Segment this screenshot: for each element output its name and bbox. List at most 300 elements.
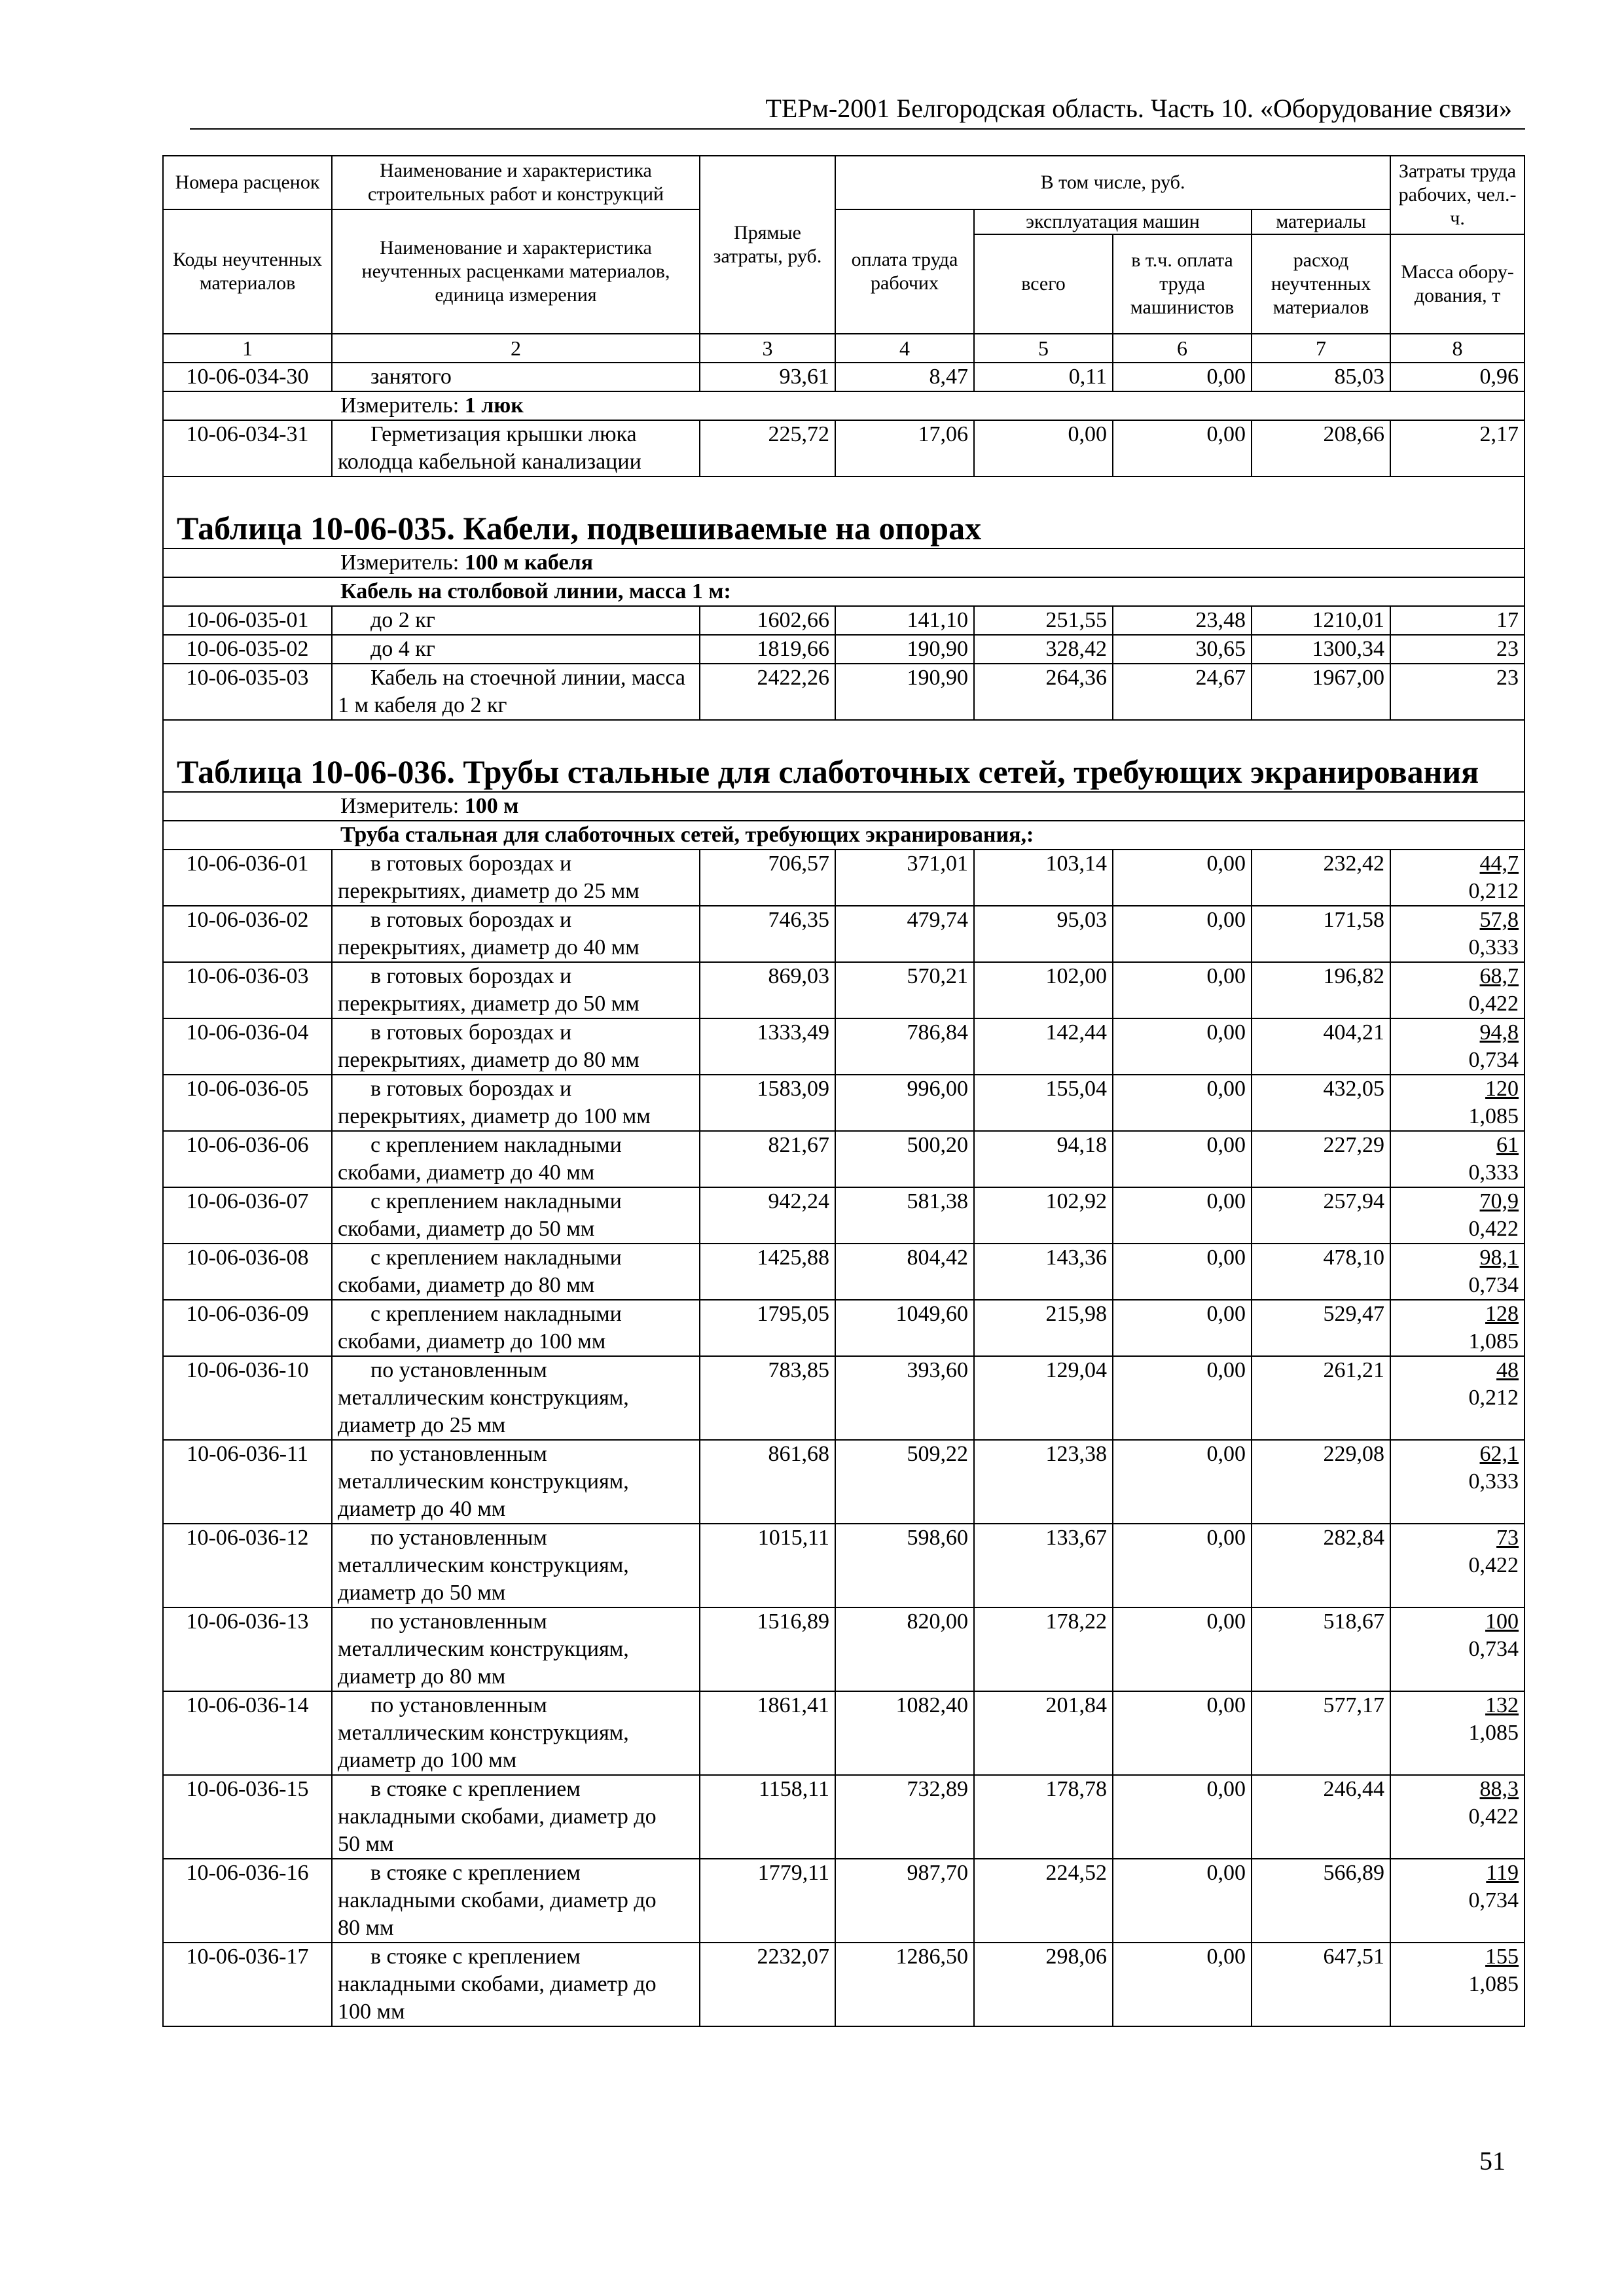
rate-row: [163, 606, 1525, 635]
rate-hours-mass: [1390, 1300, 1525, 1356]
rate-materials: 404,21: [1252, 1018, 1390, 1075]
rate-hours-mass: [1390, 1187, 1525, 1244]
col-incl-group-header: В том числе, руб.: [835, 156, 1390, 209]
measure-cell: [163, 391, 1525, 420]
rate-labor-hours: 120: [1485, 1077, 1519, 1101]
rate-equipment-mass: 0,734: [1468, 1888, 1519, 1912]
rate-equipment-mass: 0,212: [1468, 879, 1519, 903]
rate-mach-total: 102,00: [974, 962, 1113, 1018]
rate-hours-mass: [1390, 1356, 1525, 1440]
rate-equipment-mass: 0,734: [1468, 1273, 1519, 1297]
rate-labor: 786,84: [835, 1018, 974, 1075]
rate-direct: 1158,11: [700, 1775, 835, 1859]
measure-value: 100 м: [464, 794, 519, 818]
rate-mach-total: 328,42: [974, 635, 1113, 664]
rate-description-line: перекрытиях, диаметр до 80 мм: [338, 1048, 640, 1072]
rate-labor: 141,10: [835, 606, 974, 635]
rate-materials: 85,03: [1252, 363, 1390, 391]
rate-description-line: по установленным: [370, 1442, 547, 1466]
rate-labor-hours: 68,7: [1479, 964, 1519, 988]
col-machinists-pay-header: в т.ч. оплата труда машинистов: [1113, 234, 1252, 334]
rate-materials: 1967,00: [1252, 664, 1390, 720]
rate-materials: 1300,34: [1252, 635, 1390, 664]
page-number: 51: [1479, 2146, 1506, 2176]
col-materials-consumption-header: расход неучтенных материалов: [1252, 234, 1390, 334]
rate-code: 10-06-036-04: [163, 1018, 332, 1075]
rate-row: [163, 1244, 1525, 1300]
rate-hours-mass: [1390, 906, 1525, 962]
rate-labor-hours: 0,96: [1479, 365, 1519, 389]
measure-row: [163, 792, 1525, 821]
rate-hours-mass: [1390, 1524, 1525, 1607]
rate-description: [332, 606, 700, 635]
header-row-2: [163, 209, 1525, 234]
rate-code: 10-06-036-11: [163, 1440, 332, 1524]
rate-code: 10-06-035-02: [163, 635, 332, 664]
rate-description-line: диаметр до 80 мм: [338, 1664, 506, 1689]
rate-hours-mass: [1390, 1775, 1525, 1859]
column-number: 5: [974, 334, 1113, 363]
rate-description-line: 50 мм: [338, 1832, 394, 1856]
table-title: Таблица 10-06-036. Трубы стальные для слаботочных сетей, требующих экранирования: [163, 720, 1525, 792]
rate-hours-mass: [1390, 962, 1525, 1018]
rate-mach-labor: 0,00: [1113, 1440, 1252, 1524]
table-title-row: [163, 720, 1525, 792]
rate-labor-hours: 128: [1485, 1302, 1519, 1326]
rate-materials: 171,58: [1252, 906, 1390, 962]
rate-description: [332, 1018, 700, 1075]
rate-direct: 746,35: [700, 906, 835, 962]
rate-hours-mass: [1390, 850, 1525, 906]
rate-row: [163, 363, 1525, 391]
rate-hours-mass: [1390, 664, 1525, 720]
rate-equipment-mass: 1,085: [1468, 1721, 1519, 1745]
rate-equipment-mass: 0,333: [1468, 1160, 1519, 1185]
rate-labor: 509,22: [835, 1440, 974, 1524]
rate-description-line: с креплением накладными: [370, 1302, 622, 1326]
header-row-1: [163, 156, 1525, 209]
rate-materials: 432,05: [1252, 1075, 1390, 1131]
rate-mach-labor: 0,00: [1113, 1131, 1252, 1187]
rate-materials: 257,94: [1252, 1187, 1390, 1244]
rate-materials: 518,67: [1252, 1607, 1390, 1691]
rate-mach-labor: 0,00: [1113, 1018, 1252, 1075]
rate-description-line: в стояке с креплением: [370, 1777, 581, 1801]
rate-mach-labor: 0,00: [1113, 962, 1252, 1018]
rate-description-line: с креплением накладными: [370, 1246, 622, 1270]
rate-labor-hours: 98,1: [1479, 1246, 1519, 1270]
rate-equipment-mass: 1,085: [1468, 1329, 1519, 1354]
rate-description-line: 1 м кабеля до 2 кг: [338, 693, 507, 717]
rate-row: [163, 850, 1525, 906]
rate-mach-labor: 0,00: [1113, 850, 1252, 906]
rate-direct: 861,68: [700, 1440, 835, 1524]
rate-description: [332, 1440, 700, 1524]
rate-materials: 529,47: [1252, 1300, 1390, 1356]
subheader-cell: Кабель на столбовой линии, масса 1 м:: [163, 577, 1525, 606]
rate-description: [332, 1943, 700, 2026]
rate-mach-total: 298,06: [974, 1943, 1113, 2026]
rate-description-line: диаметр до 25 мм: [338, 1413, 506, 1437]
rate-row: [163, 1775, 1525, 1859]
rate-labor: 500,20: [835, 1131, 974, 1187]
rate-labor: 190,90: [835, 664, 974, 720]
rate-direct: 942,24: [700, 1187, 835, 1244]
rate-description-line: в стояке с креплением: [370, 1861, 581, 1885]
rate-mach-labor: 0,00: [1113, 1691, 1252, 1775]
rate-code: 10-06-036-08: [163, 1244, 332, 1300]
rate-direct: 1861,41: [700, 1691, 835, 1775]
rate-mach-labor: 0,00: [1113, 1075, 1252, 1131]
rate-description-line: металлическим конструкциям,: [338, 1553, 629, 1577]
rate-description: [332, 1775, 700, 1859]
rate-description-line: в стояке с креплением: [370, 1945, 581, 1969]
rate-code: 10-06-036-06: [163, 1131, 332, 1187]
rate-labor-hours: 44,7: [1479, 852, 1519, 876]
rate-mach-total: 143,36: [974, 1244, 1113, 1300]
rate-description-line: в готовых бороздах и: [370, 1020, 572, 1045]
rate-code: 10-06-036-02: [163, 906, 332, 962]
column-number: 2: [332, 334, 700, 363]
rate-description: [332, 1187, 700, 1244]
table-title-row: [163, 476, 1525, 548]
rate-description: [332, 1300, 700, 1356]
rate-labor-hours: 119: [1486, 1861, 1519, 1885]
rate-labor-hours: 100: [1485, 1609, 1519, 1634]
subheader-row: [163, 577, 1525, 606]
rate-materials: 478,10: [1252, 1244, 1390, 1300]
rate-description: [332, 420, 700, 476]
rate-materials: 577,17: [1252, 1691, 1390, 1775]
rate-code: 10-06-036-07: [163, 1187, 332, 1244]
col-labor-hours-header: Затраты труда рабочих, чел.-ч.: [1390, 156, 1525, 234]
rate-materials: 566,89: [1252, 1859, 1390, 1943]
rate-row: [163, 1691, 1525, 1775]
rate-code: 10-06-036-09: [163, 1300, 332, 1356]
col-materials-group-header: материалы: [1252, 209, 1390, 234]
rate-labor: 393,60: [835, 1356, 974, 1440]
rate-labor: 17,06: [835, 420, 974, 476]
rate-hours-mass: [1390, 1440, 1525, 1524]
subheader-cell: Труба стальная для слаботочных сетей, требующих экранирования,:: [163, 821, 1525, 850]
rate-direct: 1425,88: [700, 1244, 835, 1300]
rate-mach-labor: 23,48: [1113, 606, 1252, 635]
rate-row: [163, 1356, 1525, 1440]
rate-description-line: диаметр до 100 мм: [338, 1748, 517, 1772]
rate-direct: 1779,11: [700, 1859, 835, 1943]
rate-equipment-mass: 0,422: [1468, 1553, 1519, 1577]
rate-labor-hours: 61: [1496, 1133, 1519, 1157]
rate-materials: 261,21: [1252, 1356, 1390, 1440]
rate-mach-total: 142,44: [974, 1018, 1113, 1075]
rate-hours-mass: [1390, 635, 1525, 664]
rate-description-line: по установленным: [370, 1358, 547, 1382]
rate-description-line: 100 мм: [338, 2000, 405, 2024]
rate-description-line: в готовых бороздах и: [370, 964, 572, 988]
rate-mach-labor: 24,67: [1113, 664, 1252, 720]
rate-description-line: скобами, диаметр до 50 мм: [338, 1217, 595, 1241]
rate-mach-total: 251,55: [974, 606, 1113, 635]
rate-mach-total: 94,18: [974, 1131, 1113, 1187]
rate-description: [332, 363, 700, 391]
rate-labor: 581,38: [835, 1187, 974, 1244]
rate-labor-hours: 2,17: [1479, 422, 1519, 446]
rate-labor-hours: 23: [1496, 637, 1519, 661]
rate-mach-labor: 0,00: [1113, 1187, 1252, 1244]
rate-code: 10-06-036-16: [163, 1859, 332, 1943]
rate-mach-total: 155,04: [974, 1075, 1113, 1131]
rate-description: [332, 1524, 700, 1607]
rate-row: [163, 1943, 1525, 2026]
rate-labor-hours: 57,8: [1479, 908, 1519, 932]
rate-equipment-mass: 0,422: [1468, 1804, 1519, 1829]
col-work-name-header: Наименование и характеристика строительных работ и конструкций: [332, 156, 700, 209]
rate-direct: 2422,26: [700, 664, 835, 720]
rate-row: [163, 1075, 1525, 1131]
col-direct-costs-header: Прямые затраты, руб.: [700, 156, 835, 334]
rate-row: [163, 1131, 1525, 1187]
rate-direct: 1015,11: [700, 1524, 835, 1607]
rate-mach-total: 178,78: [974, 1775, 1113, 1859]
rate-description-line: накладными скобами, диаметр до: [338, 1804, 657, 1829]
col-equipment-mass-header: Масса обору-дования, т: [1390, 234, 1525, 334]
rate-direct: 1333,49: [700, 1018, 835, 1075]
subheader-row: [163, 821, 1525, 850]
rate-hours-mass: [1390, 1691, 1525, 1775]
rate-row: [163, 664, 1525, 720]
rate-row: [163, 1300, 1525, 1356]
measure-cell: [163, 548, 1525, 577]
rate-materials: 647,51: [1252, 1943, 1390, 2026]
rate-code: 10-06-036-03: [163, 962, 332, 1018]
rate-mach-labor: 0,00: [1113, 1300, 1252, 1356]
rate-description: [332, 1356, 700, 1440]
col-machines-group-header: эксплуатация машин: [974, 209, 1252, 234]
measure-label: Измеритель:: [340, 550, 460, 575]
rate-direct: 1602,66: [700, 606, 835, 635]
rate-description-line: с креплением накладными: [370, 1189, 622, 1213]
rate-materials: 208,66: [1252, 420, 1390, 476]
rate-description-line: металлическим конструкциям,: [338, 1637, 629, 1661]
rate-row: [163, 1187, 1525, 1244]
rate-mach-total: 95,03: [974, 906, 1113, 962]
rate-description-line: накладными скобами, диаметр до: [338, 1888, 657, 1912]
rate-description-line: в готовых бороздах и: [370, 852, 572, 876]
rate-labor: 8,47: [835, 363, 974, 391]
rate-code: 10-06-036-15: [163, 1775, 332, 1859]
rate-labor: 190,90: [835, 635, 974, 664]
rate-mach-labor: 0,00: [1113, 1775, 1252, 1859]
column-number: 6: [1113, 334, 1252, 363]
rate-direct: 225,72: [700, 420, 835, 476]
rate-description: [332, 906, 700, 962]
rate-description: [332, 1075, 700, 1131]
measure-cell: [163, 792, 1525, 821]
rate-description-line: по установленным: [370, 1609, 547, 1634]
rate-materials: 229,08: [1252, 1440, 1390, 1524]
column-number: 3: [700, 334, 835, 363]
rate-labor: 996,00: [835, 1075, 974, 1131]
rate-description-line: накладными скобами, диаметр до: [338, 1972, 657, 1996]
rate-labor-hours: 88,3: [1479, 1777, 1519, 1801]
rate-mach-labor: 0,00: [1113, 1607, 1252, 1691]
rate-labor-hours: 70,9: [1479, 1189, 1519, 1213]
rate-row: [163, 962, 1525, 1018]
rate-labor: 987,70: [835, 1859, 974, 1943]
rate-mach-labor: 0,00: [1113, 1524, 1252, 1607]
rate-row: [163, 1524, 1525, 1607]
rate-row: [163, 635, 1525, 664]
rate-materials: 246,44: [1252, 1775, 1390, 1859]
rate-description-line: занятого: [370, 365, 452, 389]
col-material-codes-header: Коды неучтенных материалов: [163, 209, 332, 334]
rate-equipment-mass: 0,734: [1468, 1637, 1519, 1661]
rate-description: [332, 850, 700, 906]
rate-description-line: металлическим конструкциям,: [338, 1721, 629, 1745]
rate-description-line: диаметр до 50 мм: [338, 1581, 506, 1605]
rate-direct: 869,03: [700, 962, 835, 1018]
rate-hours-mass: [1390, 1943, 1525, 2026]
rate-direct: 1795,05: [700, 1300, 835, 1356]
measure-label: Измеритель:: [340, 794, 460, 818]
rate-hours-mass: [1390, 420, 1525, 476]
rate-description-line: по установленным: [370, 1693, 547, 1717]
rate-description: [332, 635, 700, 664]
rate-description-line: металлическим конструкциям,: [338, 1386, 629, 1410]
rate-materials: 282,84: [1252, 1524, 1390, 1607]
rate-code: 10-06-035-01: [163, 606, 332, 635]
rate-code: 10-06-036-10: [163, 1356, 332, 1440]
rate-description-line: перекрытиях, диаметр до 100 мм: [338, 1104, 651, 1128]
rate-direct: 2232,07: [700, 1943, 835, 2026]
rate-description-line: скобами, диаметр до 40 мм: [338, 1160, 595, 1185]
rate-row: [163, 1018, 1525, 1075]
rate-row: [163, 1859, 1525, 1943]
column-number: 4: [835, 334, 974, 363]
rates-table: [162, 155, 1525, 2027]
rate-equipment-mass: 0,212: [1468, 1386, 1519, 1410]
rate-labor: 1049,60: [835, 1300, 974, 1356]
rate-description-line: колодца кабельной канализации: [338, 450, 641, 474]
column-number: 1: [163, 334, 332, 363]
rate-description-line: диаметр до 40 мм: [338, 1497, 506, 1521]
rate-description-line: по установленным: [370, 1526, 547, 1550]
rate-mach-labor: 30,65: [1113, 635, 1252, 664]
rate-mach-total: 0,00: [974, 420, 1113, 476]
rate-equipment-mass: 1,085: [1468, 1972, 1519, 1996]
rate-description: [332, 1607, 700, 1691]
measure-value: 100 м кабеля: [464, 550, 594, 575]
rate-mach-total: 133,67: [974, 1524, 1113, 1607]
rate-labor: 732,89: [835, 1775, 974, 1859]
rate-description-line: перекрытиях, диаметр до 25 мм: [338, 879, 640, 903]
rate-labor: 479,74: [835, 906, 974, 962]
rate-row: [163, 420, 1525, 476]
column-numbers-row: [163, 334, 1525, 363]
rate-materials: 196,82: [1252, 962, 1390, 1018]
rate-mach-total: 264,36: [974, 664, 1113, 720]
rate-mach-total: 0,11: [974, 363, 1113, 391]
rate-direct: 1516,89: [700, 1607, 835, 1691]
rate-mach-total: 201,84: [974, 1691, 1113, 1775]
rate-mach-total: 215,98: [974, 1300, 1113, 1356]
rate-direct: 706,57: [700, 850, 835, 906]
rate-code: 10-06-036-13: [163, 1607, 332, 1691]
measure-label: Измеритель:: [340, 393, 460, 418]
rate-description: [332, 962, 700, 1018]
rate-hours-mass: [1390, 1244, 1525, 1300]
rate-mach-total: 129,04: [974, 1356, 1113, 1440]
rate-description-line: перекрытиях, диаметр до 50 мм: [338, 992, 640, 1016]
rate-equipment-mass: 0,422: [1468, 1217, 1519, 1241]
column-number: 7: [1252, 334, 1390, 363]
rate-mach-total: 178,22: [974, 1607, 1113, 1691]
rate-description-line: в готовых бороздах и: [370, 908, 572, 932]
rate-direct: 1819,66: [700, 635, 835, 664]
rate-labor: 371,01: [835, 850, 974, 906]
rate-mach-labor: 0,00: [1113, 420, 1252, 476]
rate-labor: 1286,50: [835, 1943, 974, 2026]
rate-hours-mass: [1390, 1131, 1525, 1187]
rate-description-line: перекрытиях, диаметр до 40 мм: [338, 935, 640, 960]
rate-labor-hours: 23: [1496, 666, 1519, 690]
rate-mach-labor: 0,00: [1113, 1943, 1252, 2026]
rate-labor: 598,60: [835, 1524, 974, 1607]
rate-row: [163, 906, 1525, 962]
rate-code: 10-06-036-05: [163, 1075, 332, 1131]
rate-description-line: Герметизация крышки люка: [370, 422, 637, 446]
col-machines-total-header: всего: [974, 234, 1113, 334]
rate-hours-mass: [1390, 1859, 1525, 1943]
rate-mach-total: 102,92: [974, 1187, 1113, 1244]
rate-labor: 804,42: [835, 1244, 974, 1300]
col-material-name-header: Наименование и характеристика неучтенных расценками материалов, единица измерения: [332, 209, 700, 334]
rate-description-line: металлическим конструкциям,: [338, 1469, 629, 1494]
rate-code: 10-06-036-01: [163, 850, 332, 906]
rate-mach-total: 224,52: [974, 1859, 1113, 1943]
rate-description: [332, 664, 700, 720]
rate-labor-hours: 73: [1496, 1526, 1519, 1550]
rate-labor: 1082,40: [835, 1691, 974, 1775]
rate-materials: 227,29: [1252, 1131, 1390, 1187]
rate-hours-mass: [1390, 1075, 1525, 1131]
rate-description-line: 80 мм: [338, 1916, 394, 1940]
rate-description-line: в готовых бороздах и: [370, 1077, 572, 1101]
rate-labor-hours: 155: [1485, 1945, 1519, 1969]
rate-mach-total: 123,38: [974, 1440, 1113, 1524]
rate-description-line: Кабель на стоечной линии, масса: [370, 666, 685, 690]
rate-equipment-mass: 1,085: [1468, 1104, 1519, 1128]
rate-labor-hours: 48: [1496, 1358, 1519, 1382]
rate-row: [163, 1607, 1525, 1691]
rate-code: 10-06-036-14: [163, 1691, 332, 1775]
rate-labor-hours: 62,1: [1479, 1442, 1519, 1466]
rate-mach-labor: 0,00: [1113, 363, 1252, 391]
column-number: 8: [1390, 334, 1525, 363]
rate-code: 10-06-035-03: [163, 664, 332, 720]
rate-code: 10-06-036-12: [163, 1524, 332, 1607]
rate-description: [332, 1131, 700, 1187]
running-header: ТЕРм-2001 Белгородская область. Часть 10. «Оборудование связи»: [765, 94, 1512, 123]
rate-direct: 1583,09: [700, 1075, 835, 1131]
rate-materials: 1210,01: [1252, 606, 1390, 635]
rate-hours-mass: [1390, 1607, 1525, 1691]
rate-description-line: скобами, диаметр до 80 мм: [338, 1273, 595, 1297]
header-rule: [190, 128, 1525, 130]
rate-direct: 783,85: [700, 1356, 835, 1440]
col-rate-number-header: Номера расценок: [163, 156, 332, 209]
rate-equipment-mass: 0,734: [1468, 1048, 1519, 1072]
